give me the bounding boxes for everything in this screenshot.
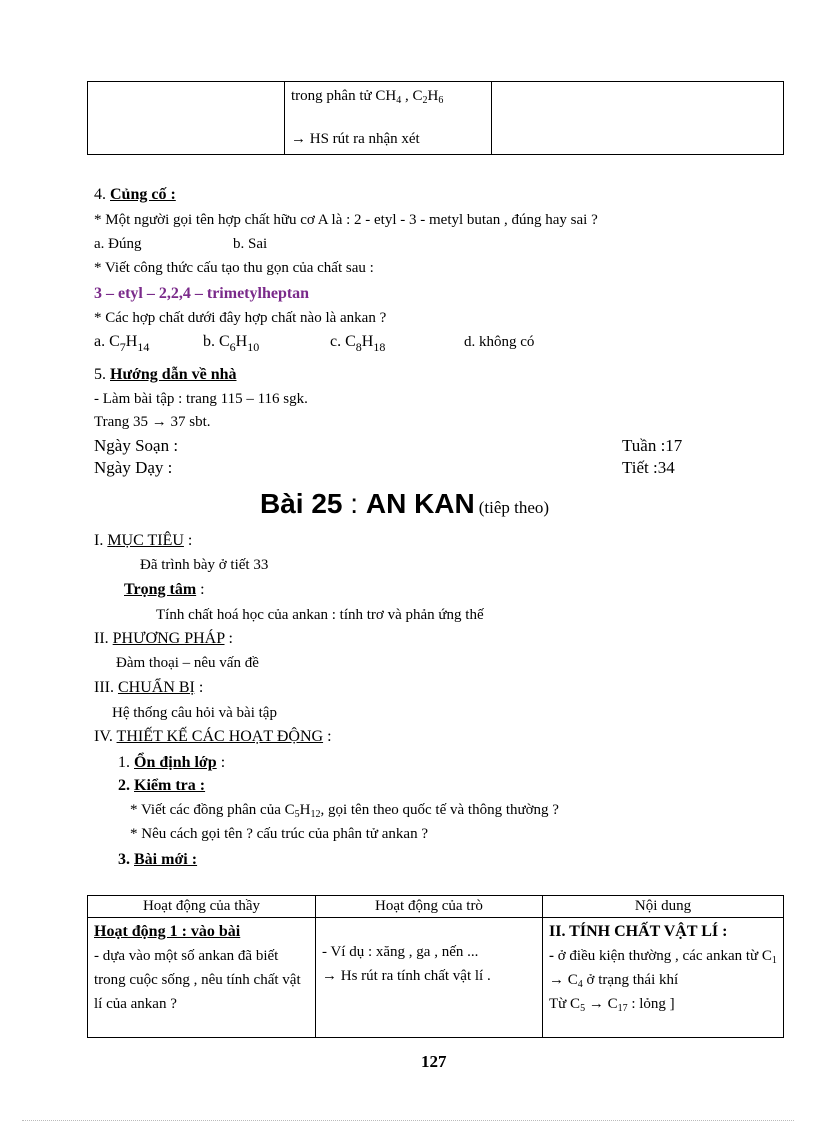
student-cell [316,918,543,1038]
activity1-text: - dựa vào một số ankan đã biết trong cuộc sống , nêu tính chất vật lí của ankan ? [94,948,301,1012]
top-cell-line1: trong phân tử $CH_4$ , $C_2H_6$ [291,88,444,106]
cungco-q3: * Các hợp chất dưới đây hợp chất nào là ankan ? [94,310,387,326]
huongdan-line1: - Làm bài tập : trang 115 – 116 sgk. [94,391,308,407]
cungco-q1: * Một người gọi tên hợp chất hữu cơ A là : 2 - etyl - 3 - metyl butan , đúng hay sai ? [94,212,598,228]
content-cell [543,918,784,1038]
top-cell-line2: → HS rút ra nhận xét [291,131,420,147]
content-line1: - ở điều kiện thường , các ankan từ $C_1 \to C_4$ ở trạng thái khí [549,948,777,990]
page-title: Bài 25 : AN KAN (tiêp theo) [260,488,550,519]
phuongphap-heading: II. PHƯƠNG PHÁP : [94,630,233,647]
chuanbi-heading: III. CHUẨN BỊ : [94,679,204,696]
activity-table [87,895,784,1038]
header-student: Hoạt động của trò [316,896,543,918]
chuanbi-text: Hệ thống câu hỏi và bài tập [112,705,277,721]
huongdan-heading: 5. Hướng dẫn về nhà [94,366,237,383]
cungco-heading: 4. Củng cố : [94,186,176,203]
option-b: b. $C_6H_{10}$ [203,333,260,354]
muctieu-heading: I. MỤC TIÊU : [94,532,193,549]
kiemtra-q1: * Viết các đồng phân của $C_5H_{12}$, gọi tên theo quốc tế và thông thường ? [130,802,559,820]
trongtam-text: Tính chất hoá học của ankan : tính trơ và phản ứng thế [156,607,484,623]
content-line2: Từ $C_5 \to C_{17}$ : lỏng ] [549,996,675,1014]
huongdan-line2: Trang 35 → 37 sbt. [94,414,211,430]
student-line1: - Ví dụ : xăng , ga , nến ... [322,944,479,960]
option-d: d. không có [464,334,535,350]
option-a: a. $C_7H_{14}$ [94,333,150,354]
activity1-heading: Hoạt động 1 : vào bài [94,923,241,940]
student-line2: → Hs rút ra tính chất vật lí . [322,968,491,984]
phuongphap-text: Đàm thoại – nêu vấn đề [116,655,259,671]
kiemtra-q2: * Nêu cách gọi tên ? cấu trúc của phân tử ankan ? [130,826,428,842]
page-number: 127 [421,1052,447,1071]
cungco-q1-opt-b: b. Sai [233,236,268,252]
top-table-cell-1 [88,82,285,155]
ngay-soan: Ngày Soạn : [94,436,179,455]
option-c: c. $C_8H_{18}$ [330,333,386,354]
cungco-q2: * Viết công thức cấu tạo thu gọn của chất sau : [94,260,374,276]
cungco-q1-opt-a: a. Đúng [94,236,142,252]
trongtam-heading: Trọng tâm : [124,581,205,598]
page-bottom-divider [22,1120,794,1121]
kiemtra-heading: 2. Kiểm tra : [118,777,206,794]
muctieu-text: Đã trình bày ở tiết 33 [140,557,269,573]
header-teacher: Hoạt động của thầy [88,896,316,918]
tiet: Tiết :34 [622,458,675,477]
header-content: Nội dung [543,896,784,918]
content-heading: II. TÍNH CHẤT VẬT LÍ : [549,923,728,940]
thietke-heading: IV. THIẾT KẾ CÁC HOẠT ĐỘNG : [94,728,332,745]
ondinh-heading: 1. Ổn định lớp : [118,754,226,771]
baimoi-heading: 3. Bài mới : [118,851,198,868]
teacher-cell [88,918,316,1038]
ngay-day: Ngày Dạy : [94,458,173,477]
top-table-cell-2 [285,82,492,155]
top-table-cell-3 [492,82,784,155]
top-table [87,81,784,155]
tuan: Tuần :17 [622,436,683,455]
compound-name: 3 – etyl – 2,2,4 – trimetylheptan [94,285,310,302]
